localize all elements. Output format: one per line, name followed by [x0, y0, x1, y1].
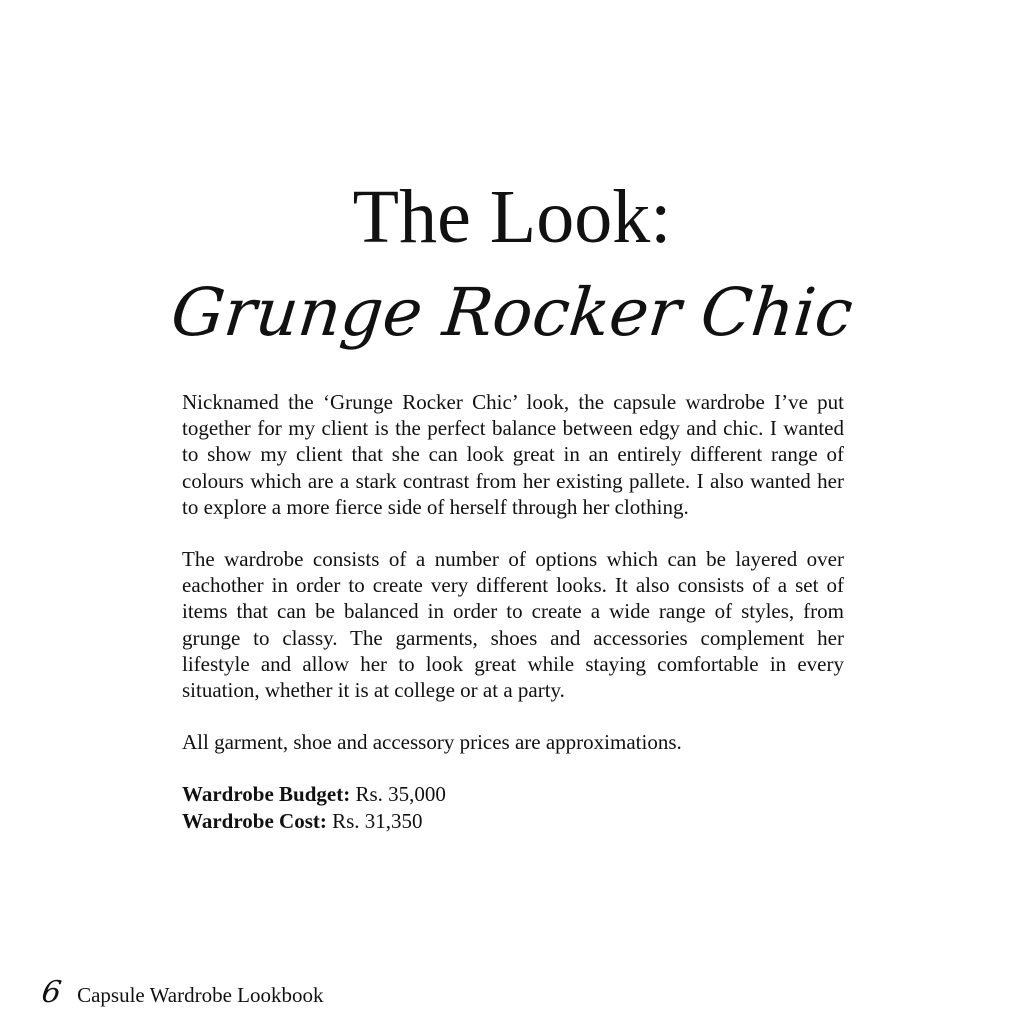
- page-subtitle: Grunge Rocker Chic: [167, 274, 857, 351]
- body-text: [182, 389, 844, 834]
- budget-value: Rs. 35,000: [355, 782, 446, 807]
- budget-label: Wardrobe Budget:: [182, 782, 351, 807]
- cost-value: Rs. 31,350: [332, 808, 423, 833]
- paragraph-wardrobe: The wardrobe consists of a number of options which can be layered over eachother in order to create very different looks. It also consists of a set of items that can be balanced in order to create a wide range of styles, from grunge to classy. The garments, shoes and accessories complement her lifestyle and allow her to look great while staying comfortable in every situation, whether it is at college or at a party.: [182, 547, 844, 703]
- cost-line: [182, 808, 844, 834]
- page-title: The Look:: [352, 175, 672, 259]
- footer-title: Capsule Wardrobe Lookbook: [77, 983, 324, 1007]
- budget-line: [182, 781, 844, 807]
- price-note: All garment, shoe and accessory prices are approximations.: [182, 730, 682, 755]
- paragraph-intro: Nicknamed the ‘Grunge Rocker Chic’ look, the capsule wardrobe I’ve put together for my client is the perfect balance between edgy and chic. I wanted to show my client that she can look great in an entirely different range of colours which are a stark contrast from her existing pallete. I also wanted her to explore a more fierce side of herself through her clothing.: [182, 390, 844, 519]
- page-footer: [39, 975, 324, 1010]
- cost-label: Wardrobe Cost:: [182, 808, 327, 833]
- page-number: 6: [39, 975, 64, 1010]
